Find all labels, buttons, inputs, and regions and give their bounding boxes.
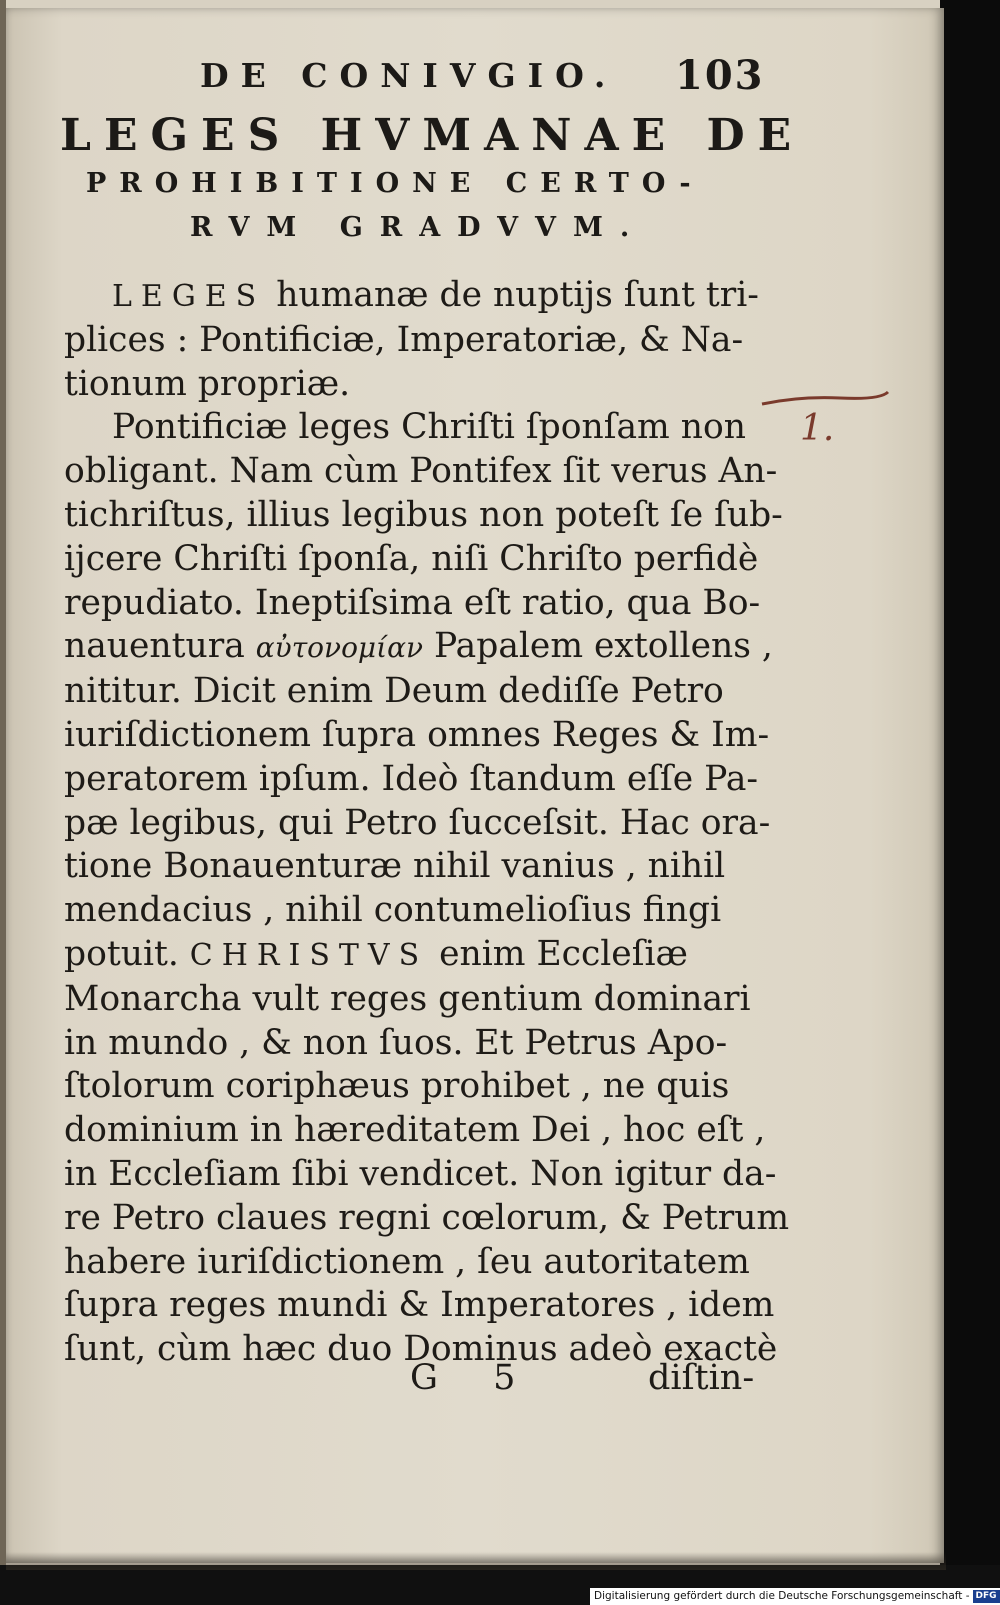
text-line: ſunt, cùm hæc duo Dominus adeò exactè	[64, 1329, 778, 1370]
chapter-title-line-2: PROHIBITIONE CERTO-	[86, 168, 704, 199]
text-segment: Papalem extollens ,	[423, 626, 773, 667]
text-line: obligant. Nam cùm Pontifex ſit verus An-	[64, 451, 778, 492]
text-line: plices : Pontificiæ, Imperatoriæ, & Na-	[64, 319, 744, 360]
text-line: tione Bonauenturæ nihil vanius , nihil	[64, 846, 726, 887]
text-line: tionum propriæ.	[64, 363, 351, 404]
text-line: iuriſdictionem ſupra omnes Reges & Im-	[64, 714, 770, 755]
chapter-title-line-3: RVM GRADVVM.	[190, 212, 647, 243]
text-line: Pontificiæ leges Chriſti ſponſam non	[112, 407, 746, 448]
text-segment: nauentura	[64, 626, 256, 667]
small-caps-lead: LEGES	[112, 279, 266, 314]
body-text	[64, 274, 790, 1372]
text-line: peratorem ipſum. Ideò ſtandum eſſe Pa-	[64, 758, 759, 799]
page-bottom-shadow	[6, 1552, 946, 1570]
text-line: habere iuriſdictionem , ſeu autoritatem	[64, 1241, 750, 1282]
text-line: mendacius , nihil contumelioſius fingi	[64, 890, 722, 931]
catchword: diſtin-	[648, 1358, 755, 1398]
text-line	[64, 933, 764, 978]
text-line: re Petro claues regni cœlorum, & Petrum	[64, 1197, 790, 1238]
small-caps-word: CHRISTVS	[189, 937, 429, 973]
text-line: in mundo , & non ſuos. Et Petrus Apo-	[64, 1022, 728, 1063]
scan-background-right	[940, 0, 1000, 1605]
marginal-note: 1.	[800, 408, 835, 449]
text-line: Monarcha vult reges gentium dominari	[64, 978, 751, 1019]
running-head-title: DE CONIVGIO.	[200, 56, 618, 95]
text-segment: potuit.	[64, 933, 190, 974]
dfg-logo: DFG	[973, 1590, 1000, 1603]
text-line: ſtolorum coriphæus prohibet , ne quis	[64, 1066, 730, 1107]
text-line: pæ legibus, qui Petro ſucceſsit. Hac ora-	[64, 802, 771, 843]
text-line: in Eccleſiam ſibi vendicet. Non igitur da-	[64, 1153, 777, 1194]
text-line	[64, 625, 773, 670]
digitization-footer	[590, 1588, 1000, 1605]
text-line: nititur. Dicit enim Deum dediſſe Petro	[64, 671, 724, 712]
greek-word: αὐτονομίαν	[255, 631, 424, 665]
footer-text: Digitalisierung gefördert durch die Deutsche Forschungsgemeinschaft -	[594, 1590, 970, 1602]
text-line-content: humanæ de nuptijs ſunt tri-	[265, 275, 759, 315]
text-line: repudiato. Ineptiſsima eſt ratio, qua Bo-	[64, 582, 761, 623]
text-segment: enim Eccleſiæ	[428, 933, 688, 974]
text-line	[64, 274, 764, 319]
chapter-title-line-1: LEGES HVMANAE DE	[60, 110, 805, 161]
text-line: tichriſtus, illius legibus non poteſt ſe ſub-	[64, 494, 783, 535]
page-number: 103	[675, 52, 765, 99]
text-line: ijcere Chriſti ſponſa, niſi Chriſto perfidè	[64, 538, 759, 579]
text-line: ſupra reges mundi & Imperatores , idem	[64, 1285, 775, 1326]
text-line: dominium in hæreditatem Dei , hoc eſt ,	[64, 1110, 766, 1151]
signature-mark: G 5	[410, 1358, 538, 1398]
